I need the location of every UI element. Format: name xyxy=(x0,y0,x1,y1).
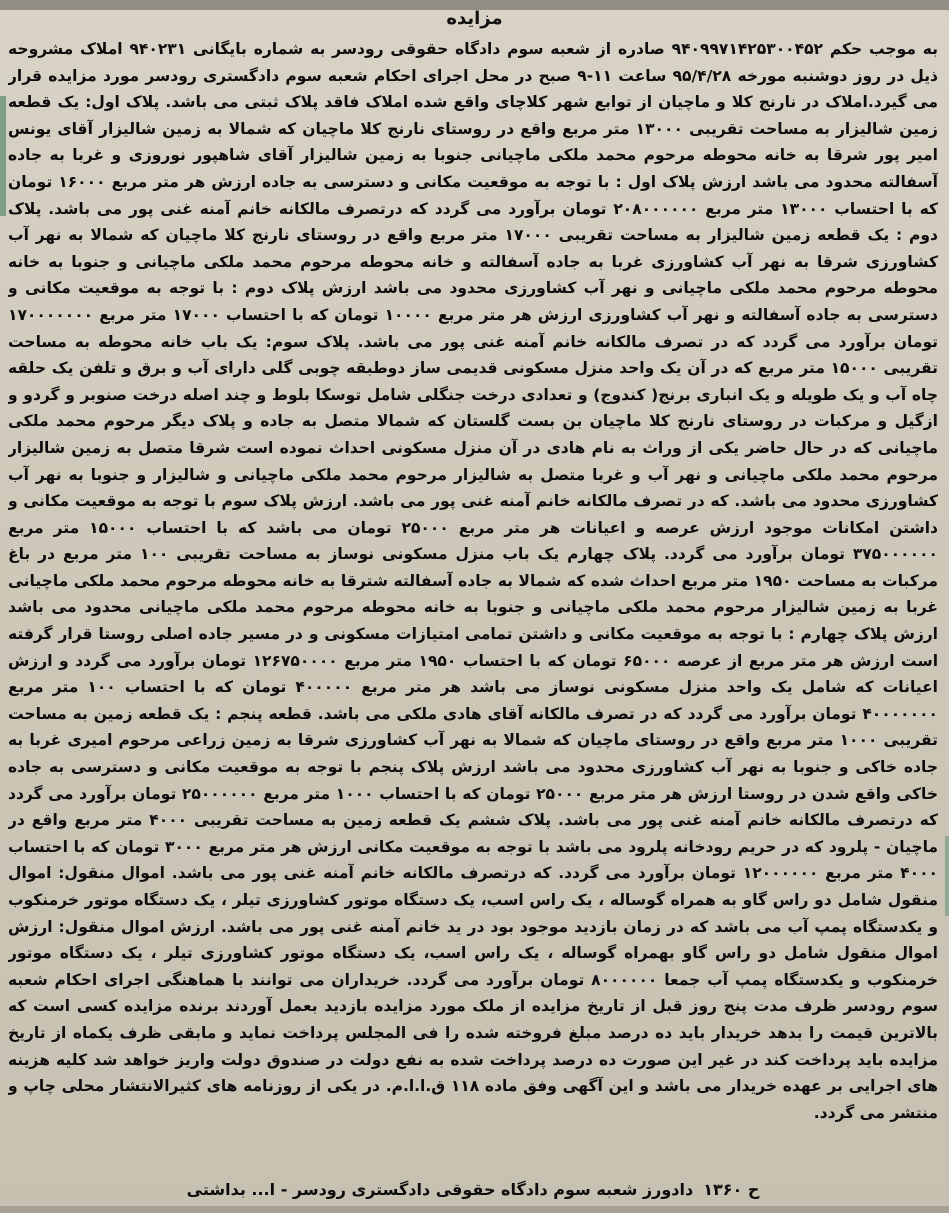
ink-mark-right xyxy=(945,836,949,916)
signature-code: ح ۱۳۶۰ xyxy=(703,1180,760,1199)
notice-signature-line xyxy=(8,1180,938,1199)
torn-bottom-edge xyxy=(0,1206,949,1213)
ink-mark-left xyxy=(0,96,6,216)
notice-title: مزایده xyxy=(446,8,503,29)
signature-text: دادورز شعبه سوم دادگاه حقوقی دادگستری رودسر - ا... بداشتی xyxy=(186,1180,694,1199)
notice-body: به موجب حکم ۹۴۰۹۹۷۱۴۲۵۳۰۰۴۵۲ صادره از شعبه سوم دادگاه حقوقی رودسر به شماره بایگانی ۹۴۰۲۳۱ املاک مشروحه ذیل در روز دوشنبه مورخه ۹۵/۴/۲۸ ساعت ۱۱-۹ صبح در محل اجرای احکام شعبه سوم دادگستری رودسر مورد مزایده قرار می گیرد.املاک در نارنج کلا و ماچیان از توابع شهر کلاچای واقع شده املاک فاقد پلاک ثبتی می باشد. پلاک اول: یک قطعه زمین شالیزار به مساحت تقریبی ۱۳۰۰۰ متر مربع واقع در روستای نارنج کلا ماچیان که شمالا به زمین شالیزار آقای یونس امیر پور شرقا به خانه محوطه مرحوم محمد ملکی ماچیانی جنوبا به زمین شالیزار آقای شاهپور نوروزی و غربا به جاده آسفالته محدود می باشد ارزش پلاک اول : با توجه به موقعیت مکانی و دسترسی به جاده ارزش هر متر مربع ۱۶۰۰۰ تومان که با احتساب ۱۳۰۰۰ متر مربع ۲۰۸۰۰۰۰۰۰ تومان برآورد می گردد که درتصرف مالکانه خانم آمنه غنی پور می باشد. پلاک دوم : یک قطعه زمین شالیزار به مساحت تقریبی ۱۷۰۰۰ متر مربع واقع در روستای نارنج کلا ماچیان که شمالا به نهر آب کشاورزی شرقا به نهر آب کشاورزی غربا به جاده آسفالته و خانه محوطه مرحوم محمد ملکی ماچیانی و جنوبا به خانه محوطه مرحوم محمد ملکی ماچیانی و نهر آب کشاورزی محدود می باشد ارزش پلاک دوم : با توجه به موقعیت مکانی و دسترسی به جاده آسفالته و نهر آب کشاورزی ارزش هر متر مربع ۱۰۰۰۰ تومان که با احتساب ۱۷۰۰۰ متر مربع ۱۷۰۰۰۰۰۰۰ تومان برآورد می گردد که در تصرف مالکانه خانم آمنه غنی پور می باشد. پلاک سوم: یک باب خانه محوطه به مساحت تقریبی ۱۵۰۰۰ متر مربع که در آن یک واحد منزل مسکونی قدیمی ساز دوطبقه چوبی گلی دارای آب و برق و تلفن یک حلقه چاه آب و یک طویله و یک انباری برنج( کندوج) و تعدادی درخت جنگلی شامل توسکا بلوط و چند اصله درخت صنوبر و گردو و ازگیل و مرکبات در روستای نارنج کلا ماچیان بن بست گلستان که شمالا متصل به جاده و پلاک دیگر مرحوم محمد ملکی ماچیانی که در حال حاضر یکی از وراث به نام هادی در آن منزل مسکونی احداث نموده است شرقا متصل به زمین شالیزار مرحوم محمد ملکی ماچیانی و نهر آب و غربا متصل به شالیزار مرحوم محمد ملکی ماچیانی و شالیزار و جنوبا به نهر آب کشاورزی محدود می باشد. که در تصرف مالکانه خانم آمنه غنی پور می باشد. ارزش پلاک سوم با توجه به موقعیت مکانی و داشتن امکانات موجود ارزش عرصه و اعیانات هر متر مربع ۲۵۰۰۰ تومان می باشد که با احتساب ۱۵۰۰۰ متر مربع ۳۷۵۰۰۰۰۰۰ تومان برآورد می گردد. پلاک چهارم یک باب منزل مسکونی نوساز به مساحت تقریبی ۱۰۰ متر مربع در باغ مرکبات به مساحت ۱۹۵۰ متر مربع احداث شده که شمالا به جاده آسفالته شترقا به خانه محوطه مرحوم محمد ملکی ماچیانی غربا به زمین شالیزار مرحوم محمد ملکی ماچیانی و جنوبا به خانه محوطه مرحوم محمد ملکی ماچیانی محدود می باشد ارزش پلاک چهارم : با توجه به موقعیت مکانی و داشتن تمامی امتیازات مسکونی و در مسیر جاده اصلی روستا قرار گرفته است ارزش هر متر مربع از عرصه ۶۵۰۰۰ تومان که با احتساب ۱۹۵۰ متر مربع ۱۲۶۷۵۰۰۰۰ تومان برآورد می گردد و ارزش اعیانات که شامل یک واحد منزل مسکونی نوساز می باشد هر متر مربع ۴۰۰۰۰۰ تومان که با احتساب ۱۰۰ متر مربع ۴۰۰۰۰۰۰۰ تومان برآورد می گردد که در تصرف مالکانه آقای هادی ملکی می باشد. قطعه پنجم : یک قطعه زمین به مساحت تقریبی ۱۰۰۰ متر مربع واقع در روستای ماچیان که شمالا به نهر آب کشاورزی شرقا به زمین زراعی مرحوم امیری غربا به جاده خاکی و جنوبا به نهر آب کشاورزی محدود می باشد ارزش پلاک پنجم با توجه به موقعیت مکانی و دسترسی به جاده خاکی واقع شدن در روستا ارزش هر متر مربع ۲۵۰۰۰ تومان که با احتساب ۱۰۰۰ متر مربع ۲۵۰۰۰۰۰۰ تومان برآورد می گردد که درتصرف مالکانه خانم آمنه غنی پور می باشد. پلاک ششم یک قطعه زمین به مساحت تقریبی ۴۰۰۰ متر مربع واقع در ماچیان - پلرود که در حریم رودخانه پلرود می باشد با توجه به موقعیت مکانی ارزش هر متر مربع ۳۰۰۰ تومان که با احتساب ۴۰۰۰ متر مربع ۱۲۰۰۰۰۰۰ تومان برآورد می گردد. که درتصرف مالکانه خانم آمنه غنی پور می باشد. اموال منقول: اموال منقول شامل دو راس گاو به همراه گوساله ، یک راس اسب، یک دستگاه موتور کشاورزی تیلر ، یک دستگاه موتور خرمنکوب و یکدستگاه پمپ آب می باشد که در زمان بازدید موجود بود در ید خانم آمنه غنی پور می باشد. ارزش اموال منقول: ارزش اموال منقول شامل دو راس گاو بهمراه گوساله ، یک راس اسب، یک دستگاه موتور کشاورزی تیلر ، یک دستگاه موتور خرمنکوب و یکدستگاه پمپ آب جمعا ۸۰۰۰۰۰۰ تومان برآورد می گردد. خریداران می توانند با هماهنگی اجرای احکام شعبه سوم رودسر ظرف مدت پنج روز قبل از تاریخ مزایده از ملک مورد مزایده بازدید بعمل آوردند برنده مزایده کسی است که بالاترین قیمت را بدهد خریدار باید ده درصد مبلغ فروخته شده را فی المجلس پرداخت نماید و مابقی ظرف یکماه از تاریخ مزایده باید پرداخت کند در غیر این صورت ده درصد پرداخت شده به نفع دولت در صندوق دولت واریز خواهد شد کلیه هزینه های اجرایی بر عهده خریدار می باشد و این آگهی وفق ماده ۱۱۸ ق.ا.ا.م. در یکی از روزنامه های کثیرالانتشار محلی چاپ و منتشر می گردد. xyxy=(8,40,938,1122)
